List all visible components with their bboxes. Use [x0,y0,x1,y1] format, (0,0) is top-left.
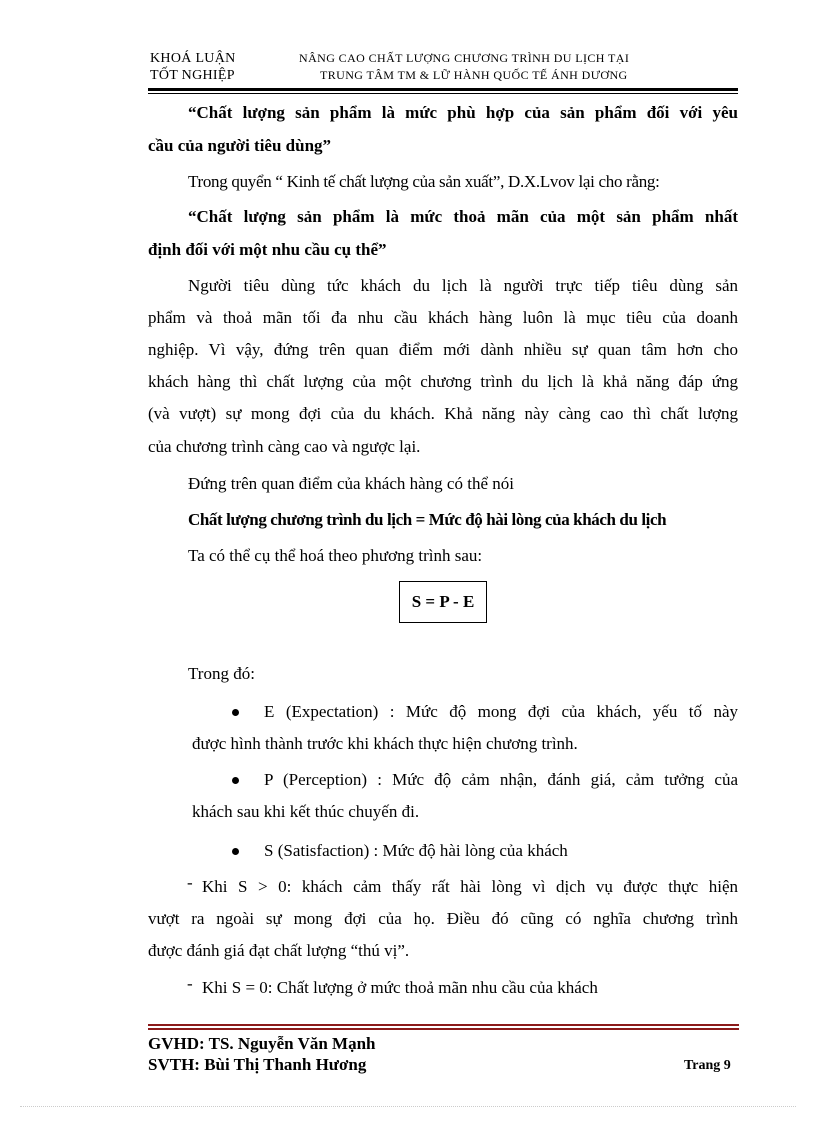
quote1-line1: “Chất lượng sản phẩm là mức phù hợp của sản phẩm đối với yêu [188,103,738,122]
quote2-line1: “Chất lượng sản phẩm là mức thoả mãn của một sản phẩm nhất [188,207,738,226]
footer-rule [148,1024,739,1026]
header-rule-thick [148,88,738,91]
quote1-line2: cầu của người tiêu dùng” [148,136,332,155]
case1-line: Khi S > 0: khách cảm thấy rất hài lòng vì dịch vụ được thực hiện [202,877,738,896]
header-rule-thin [148,93,738,94]
footer-svth: SVTH: Bùi Thị Thanh Hương [148,1055,367,1074]
dash-marker: - [187,873,193,892]
quote2-line2: định đối với một nhu cầu cụ thể” [148,240,387,259]
bullet-e-line2: được hình thành trước khi khách thực hiện chương trình. [192,734,578,753]
header-left-line1: KHOÁ LUẬN [150,51,236,66]
bullet-p-line1: P (Perception) : Mức độ cảm nhận, đánh giá, cảm tưởng của [264,770,738,789]
page-number: Trang 9 [684,1058,731,1073]
equation-intro: Ta có thể cụ thể hoá theo phương trình sau: [188,546,483,565]
para1-line: nghiệp. Vì vậy, đứng trên quan điểm mới dành nhiều sự quan tâm hơn cho [148,340,738,359]
case2: Khi S = 0: Chất lượng ở mức thoả mãn nhu cầu của khách [202,978,598,997]
customer-view: Đứng trên quan điểm của khách hàng có thể nói [188,474,514,493]
lvov-intro: Trong quyển “ Kinh tế chất lượng của sản xuất”, D.X.Lvov lại cho rằng: [188,172,660,191]
bullet-s: S (Satisfaction) : Mức độ hài lòng của khách [264,841,568,860]
footer-gvhd: GVHD: TS. Nguyễn Văn Mạnh [148,1034,376,1053]
equation-box: S = P - E [399,581,487,623]
header-left-line2: TỐT NGHIỆP [150,68,235,83]
header-right-line1: NÂNG CAO CHẤT LƯỢNG CHƯƠNG TRÌNH DU LỊCH TẠI [299,51,630,65]
page-bottom-dotline [20,1106,796,1107]
para1-line: Người tiêu dùng tức khách du lịch là người trực tiếp tiêu dùng sản [188,276,738,295]
para1-line: (và vượt) sự mong đợi của du khách. Khả năng này càng cao thì chất lượng [148,404,738,423]
case1-line: được đánh giá đạt chất lượng “thú vị”. [148,941,410,960]
footer-rule [148,1028,739,1030]
para1-line: khách hàng thì chất lượng của một chương trình du lịch là khả năng đáp ứng [148,372,738,391]
definition: Chất lượng chương trình du lịch = Mức độ hài lòng của khách du lịch [188,510,667,529]
where-label: Trong đó: [188,664,255,683]
bullet-e-line1: E (Expectation) : Mức độ mong đợi của khách, yếu tố này [264,702,738,721]
header-right-line2: TRUNG TÂM TM & LỮ HÀNH QUỐC TẾ ÁNH DƯƠNG [320,68,628,82]
bullet-dot [232,848,239,855]
para1-line: của chương trình càng cao và ngược lại. [148,437,421,456]
dash-marker: - [187,974,193,993]
bullet-p-line2: khách sau khi kết thúc chuyến đi. [192,802,420,821]
case1-line: vượt ra ngoài sự mong đợi của họ. Điều đó cũng có nghĩa chương trình [148,909,738,928]
para1-line: phẩm và thoả mãn tối đa nhu cầu khách hàng luôn là mục tiêu của doanh [148,308,738,327]
